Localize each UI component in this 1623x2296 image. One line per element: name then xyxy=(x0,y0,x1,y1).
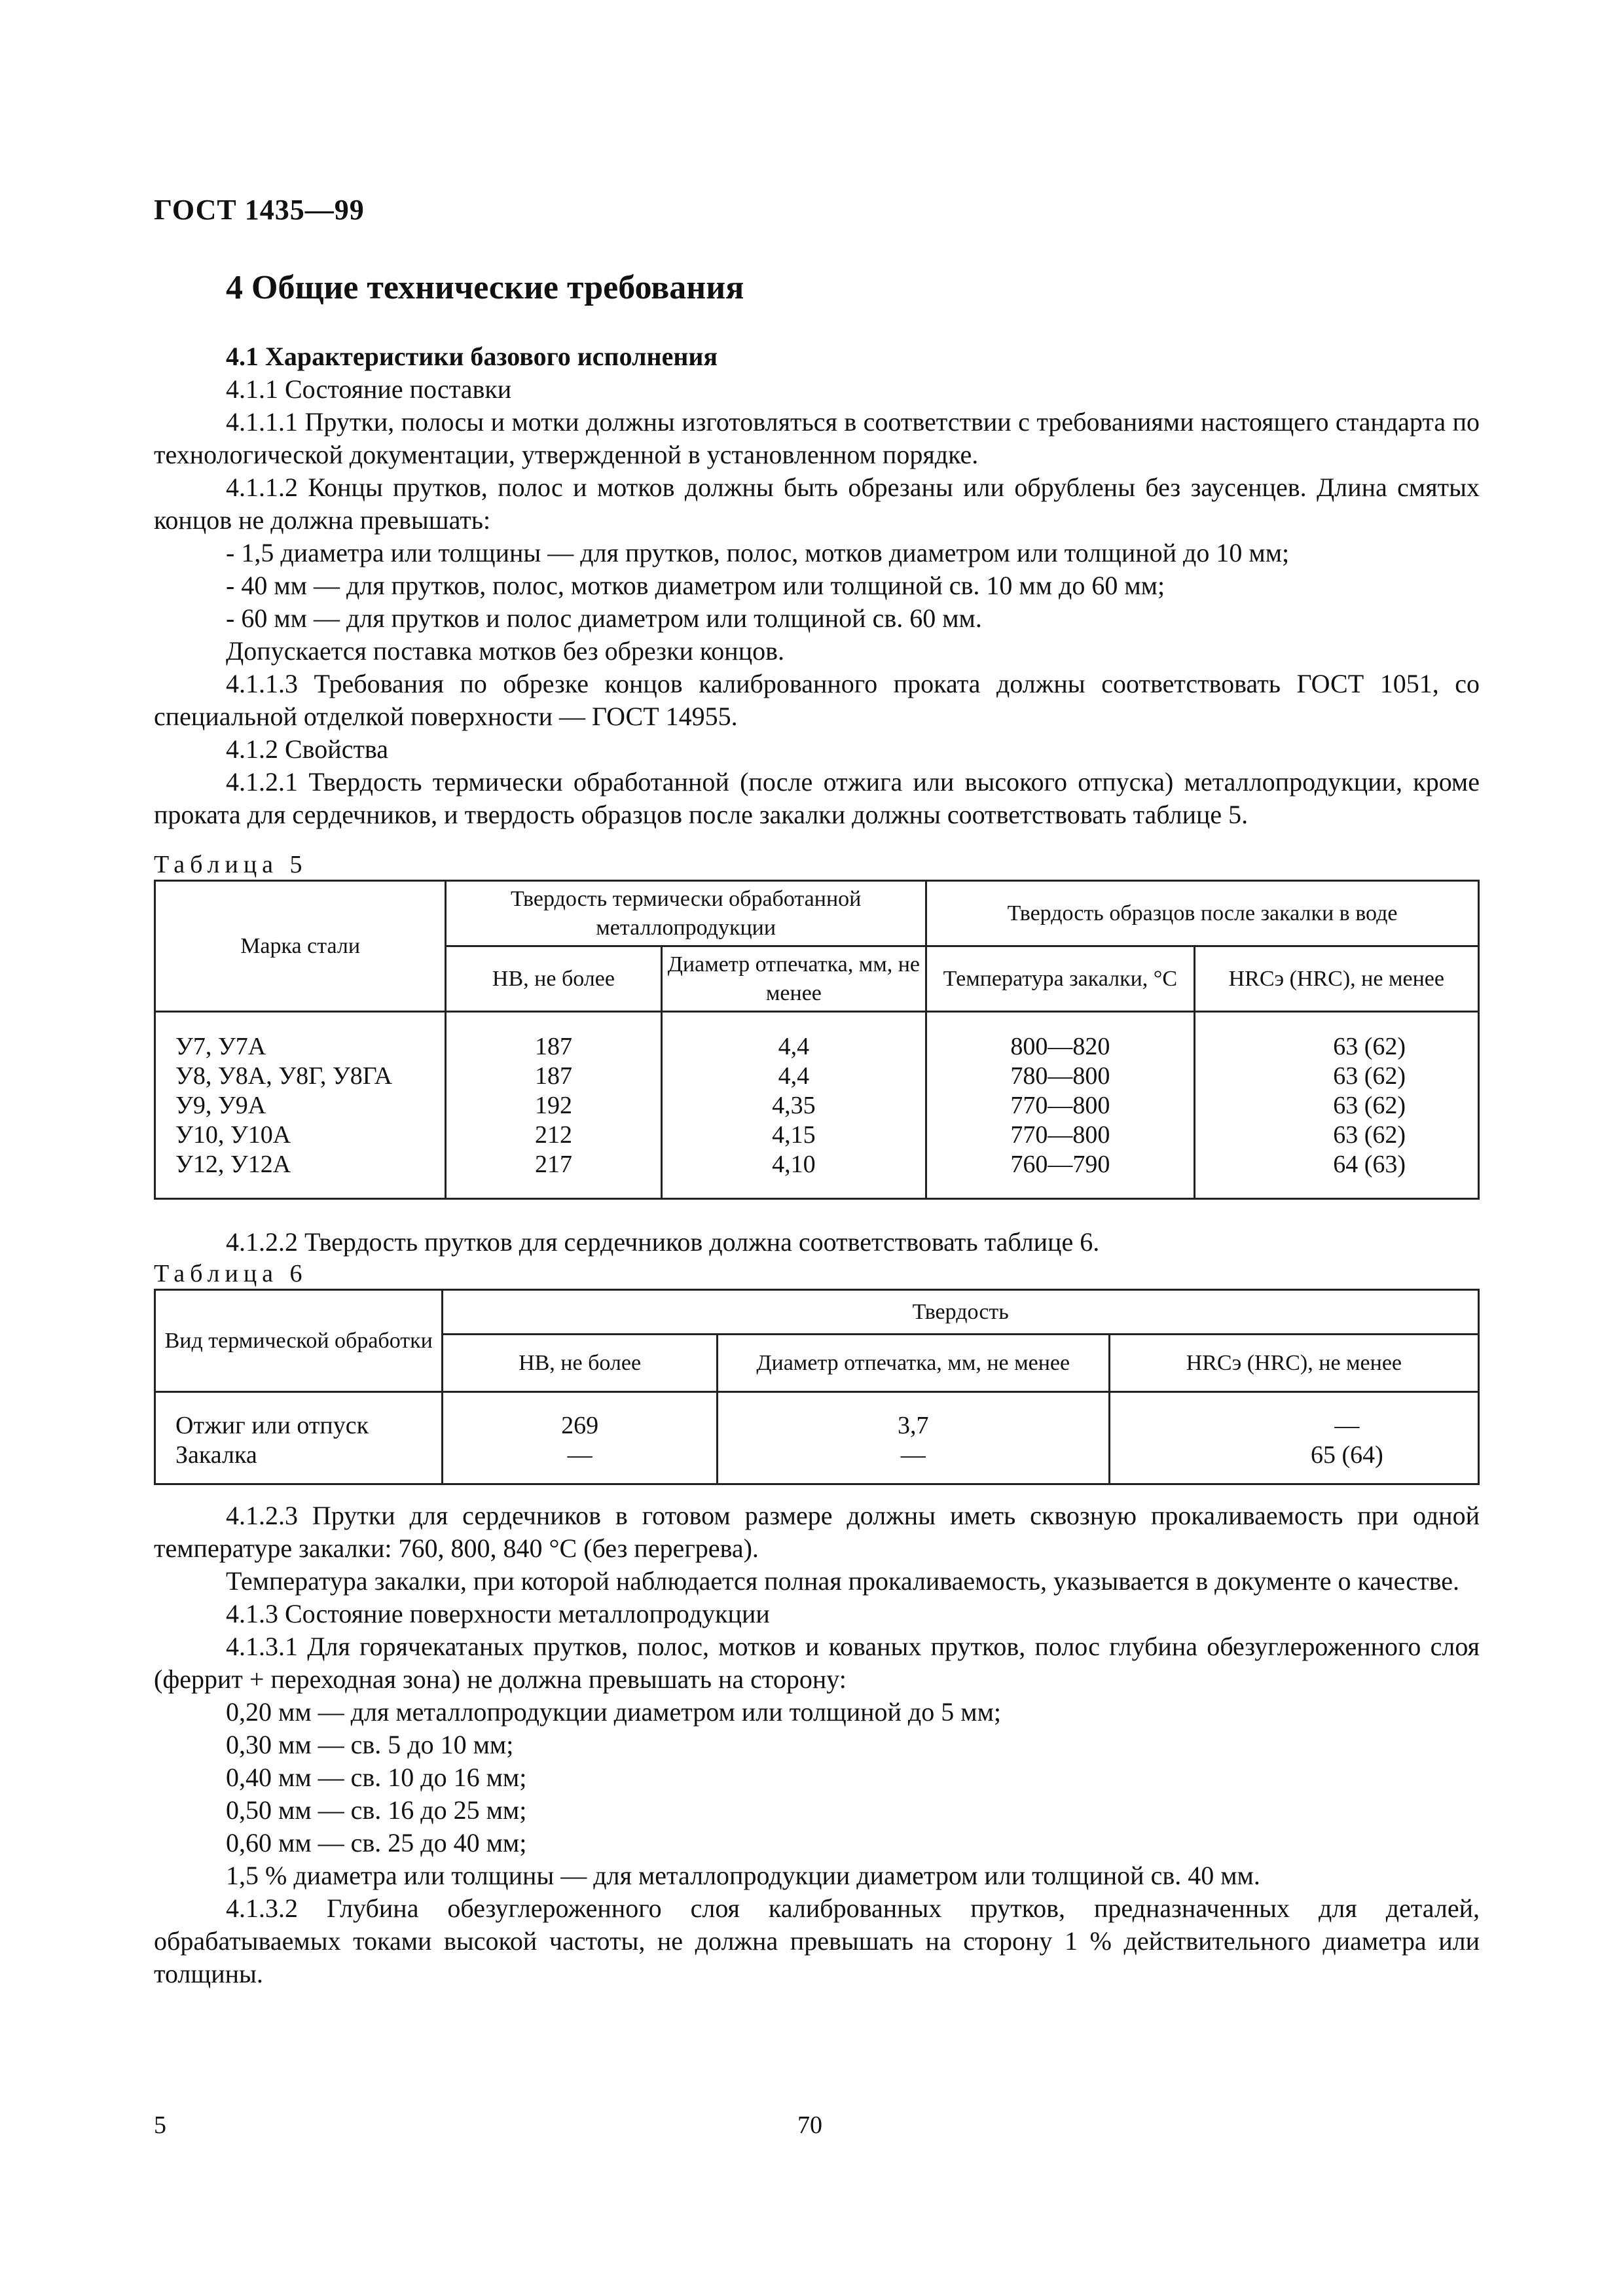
table5-header-hb: НВ, не более xyxy=(446,946,661,1012)
list-item: 0,20 мм — для металлопродукции диаметром или толщиной до 5 мм; xyxy=(226,1697,1002,1727)
paragraph: 4.1.2.1 Твердость термически обработанной (после отжига или высокого отпуска) металлопродукции, кроме проката для сердечников, и твердость образцов после закалки должны соответствовать таблице 5. xyxy=(154,767,1480,829)
list-item: 0,50 мм — св. 16 до 25 мм; xyxy=(226,1795,527,1825)
list-item: - 40 мм — для прутков, полос, мотков диаметром или толщиной св. 10 мм до 60 мм; xyxy=(226,571,1165,600)
table6-header-hb: НВ, не более xyxy=(443,1335,717,1392)
table5-header-diameter: Диаметр отпечатка, мм, не менее xyxy=(661,946,926,1012)
section-title: 4 Общие технические требования xyxy=(226,269,744,306)
table5-header-group2: Твердость образцов после закалки в воде xyxy=(926,881,1479,946)
paragraph: 4.1.1.1 Прутки, полосы и мотки должны изготовляться в соответствии с требованиями настоящего стандарта по технологической документации, утвержденной в установленном порядке. xyxy=(154,407,1480,469)
standard-number: ГОСТ 1435—99 xyxy=(154,194,365,226)
paragraph: 4.1.3.1 Для горячекатаных прутков, полос, мотков и кованых прутков, полос глубина обезуглероженного слоя (феррит + переходная зона) не должна превышать на сторону: xyxy=(154,1632,1480,1694)
table5-column-grade: У7, У7А У8, У8А, У8Г, У8ГА У9, У9А У10, У10А У12, У12А xyxy=(155,1012,446,1199)
paragraph: 4.1.3 Состояние поверхности металлопродукции xyxy=(226,1599,770,1628)
paragraph: 4.1.1.2 Концы прутков, полос и мотков должны быть обрезаны или обрублены без заусенцев. Длина смятых концов не должна превышать: xyxy=(154,473,1480,535)
document-body xyxy=(154,340,1480,1990)
table5-column-hrc: 63 (62) 63 (62) 63 (62) 63 (62) 64 (63) xyxy=(1194,1012,1478,1199)
table6-header-diameter: Диаметр отпечатка, мм, не менее xyxy=(717,1335,1109,1392)
page-number-left: 5 xyxy=(154,2111,166,2139)
table5-column-hb: 187 187 192 212 217 xyxy=(446,1012,661,1199)
paragraph: Допускается поставка мотков без обрезки концов. xyxy=(226,636,785,666)
paragraph: 4.1.2.3 Прутки для сердечников в готовом размере должны иметь сквозную прокаливаемость при одной температуре закалки: 760, 800, 840 °С (без перегрева). xyxy=(154,1501,1480,1563)
table5-header-group1: Твердость термически обработанной металлопродукции xyxy=(446,881,926,946)
list-item: 0,40 мм — св. 10 до 16 мм; xyxy=(226,1763,527,1792)
table5-header-temperature: Температура закалки, °С xyxy=(926,946,1194,1012)
table-6-caption: Таблица 6 xyxy=(154,1260,308,1287)
subsection-heading: 4.1 Характеристики базового исполнения xyxy=(226,342,718,371)
paragraph: 4.1.3.2 Глубина обезуглероженного слоя калиброванных прутков, предназначенных для деталей, обрабатываемых токами высокой частоты, не должна превышать на сторону 1 % действительного диаметра или толщины. xyxy=(154,1893,1480,1988)
paragraph: Температура закалки, при которой наблюдается полная прокаливаемость, указывается в документе о качестве. xyxy=(226,1566,1459,1596)
table6-header-hrc: HRCэ (HRC), не менее xyxy=(1109,1335,1478,1392)
table5-column-diameter: 4,4 4,4 4,35 4,15 4,10 xyxy=(661,1012,926,1199)
table-5-caption: Таблица 5 xyxy=(154,851,308,878)
table6-column-treatment: Отжиг или отпуск Закалка xyxy=(155,1392,443,1484)
table6-header-group: Твердость xyxy=(443,1290,1479,1335)
list-item: - 60 мм — для прутков и полос диаметром или толщиной св. 60 мм. xyxy=(226,603,982,633)
table6-column-hb: 269 — xyxy=(443,1392,717,1484)
list-item: - 1,5 диаметра или толщины — для прутков, полос, мотков диаметром или толщиной до 10 мм; xyxy=(226,538,1290,567)
table5-header-hrc: HRCэ (HRC), не менее xyxy=(1194,946,1478,1012)
list-item: 0,60 мм — св. 25 до 40 мм; xyxy=(226,1828,527,1857)
paragraph: 4.1.1.3 Требования по обрезке концов калиброванного проката должны соответствовать ГОСТ 1051, со специальной отделкой поверхности — ГОСТ 14955. xyxy=(154,669,1480,731)
paragraph: 4.1.1 Состояние поставки xyxy=(226,374,512,404)
paragraph: 4.1.2.2 Твердость прутков для сердечников должна соответствовать таблице 6. xyxy=(226,1227,1100,1257)
list-item: 1,5 % диаметра или толщины — для металлопродукции диаметром или толщиной св. 40 мм. xyxy=(226,1861,1260,1890)
table6-header-treatment: Вид термической обработки xyxy=(155,1290,443,1392)
table5-column-temperature: 800—820 780—800 770—800 770—800 760—790 xyxy=(926,1012,1194,1199)
list-item: 0,30 мм — св. 5 до 10 мм; xyxy=(226,1730,514,1759)
table6-column-hrc: — 65 (64) xyxy=(1109,1392,1478,1484)
table5-header-grade: Марка стали xyxy=(155,881,446,1012)
paragraph: 4.1.2 Свойства xyxy=(226,734,389,764)
table-5 xyxy=(154,880,1480,1200)
table-6 xyxy=(154,1289,1480,1485)
page-number-center: 70 xyxy=(797,2111,822,2139)
table6-column-diameter: 3,7 — xyxy=(717,1392,1109,1484)
